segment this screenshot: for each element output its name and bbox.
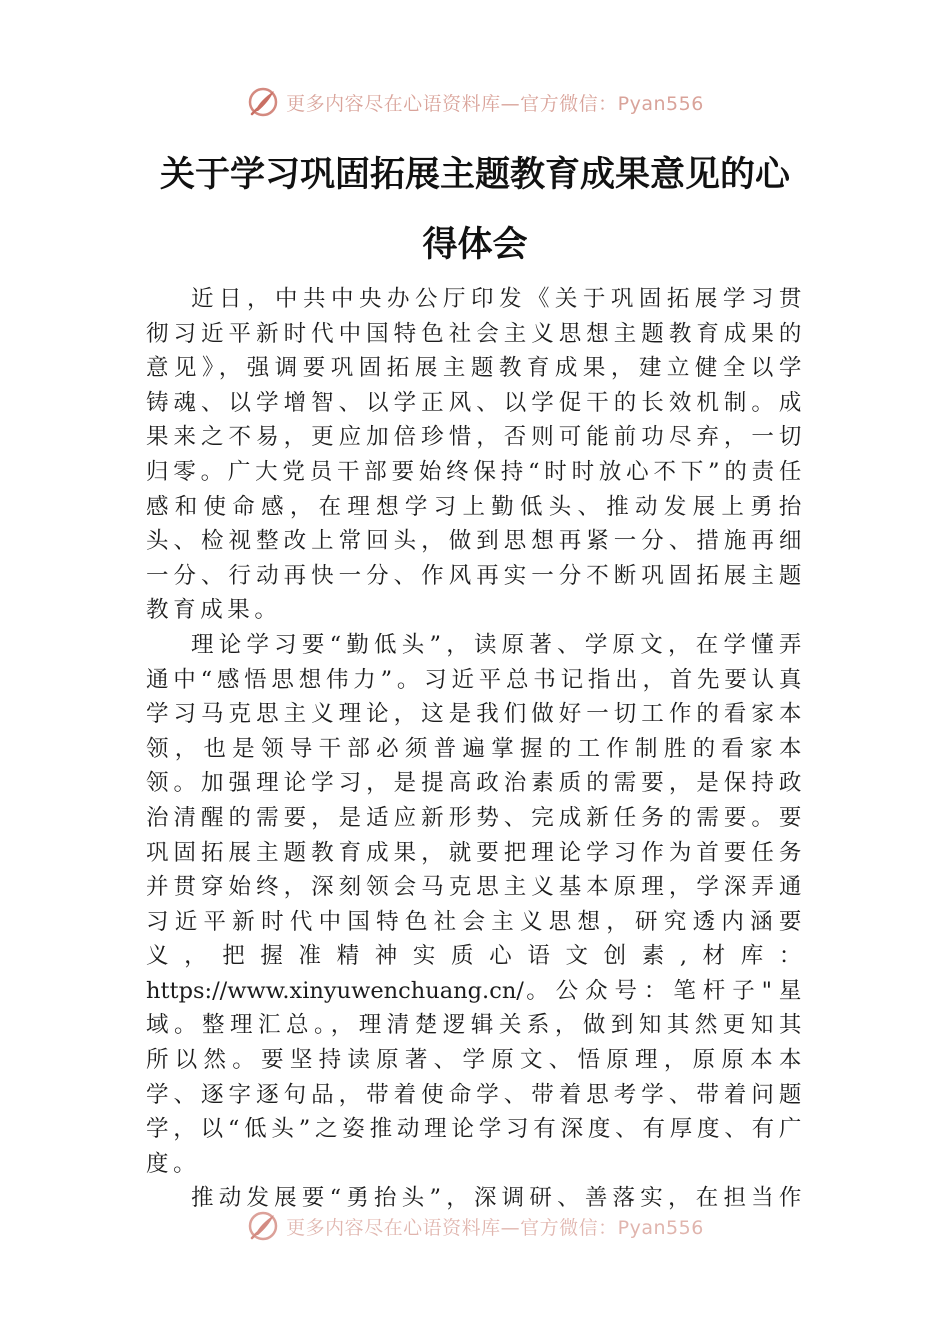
title-line-1: 关于学习巩固拓展主题教育成果意见的心: [159, 154, 790, 195]
title-line-2: 得体会: [422, 224, 528, 265]
watermark-text: 更多内容尽在心语资料库—官方微信：Pyan556: [286, 1216, 704, 1239]
document-title: [145, 140, 805, 280]
document-content: [146, 282, 806, 1216]
brush-logo-icon: [246, 1209, 280, 1243]
paragraph-1: 近日，中共中央办公厅印发《关于巩固拓展学习贯彻习近平新时代中国特色社会主义思想主题教育成果的意见》，强调要巩固拓展主题教育成果，建立健全以学铸魂、以学增智、以学正风、以学促干的长效机制。成果来之不易，更应加倍珍惜，否则可能前功尽弃，一切归零。广大党员干部要始终保持“时时放心不下”的责任感和使命感，在理想学习上勤低头、推动发展上勇抬头、检视整改上常回头，做到思想再紧一分、措施再细一分、行动再快一分、作风再实一分不断巩固拓展主题教育成果。: [146, 286, 806, 624]
paragraph-2-text-b: 。公众号：笔杆子"星域。整理汇总。，理清楚逻辑关系，做到知其然更知其所以然。要坚持读原著、学原文、悟原理，原原本本学、逐字逐句品，带着使命学、带着思考学、带着问题学，以“低头”之姿推动理论学习有深度、有厚度、有广度。: [146, 977, 806, 1177]
paragraph-2-text-a: 理论学习要“勤低头”，读原著、学原文，在学懂弄通中“感悟思想伟力”。习近平总书记指出，首先要认真学习马克思主义理论，这是我们做好一切工作的看家本领，也是领导干部必须普遍掌握的工作制胜的看家本领。加强理论学习，是提高政治素质的需要，是保持政治清醒的需要，是适应新形势、完成新任务的需要。要巩固拓展主题教育成果，就要把理论学习作为首要任务并贯穿始终，深刻领会马克思主义基本原理，学深弄通习近平新时代中国特色社会主义思想，研究透内涵要义，把握准精神实质心语文创素,材库：: [146, 631, 806, 970]
paragraph-3-text-a: 推动发展要“勇抬头”，深调研、善落实，在担当作: [191, 1185, 806, 1212]
paragraph-2: [146, 628, 806, 1182]
paragraph-2-url: https://www.xinyuwenchuang.cn/: [146, 977, 524, 1004]
watermark-footer: [0, 1206, 950, 1246]
watermark-text: 更多内容尽在心语资料库—官方微信：Pyan556: [286, 92, 704, 115]
